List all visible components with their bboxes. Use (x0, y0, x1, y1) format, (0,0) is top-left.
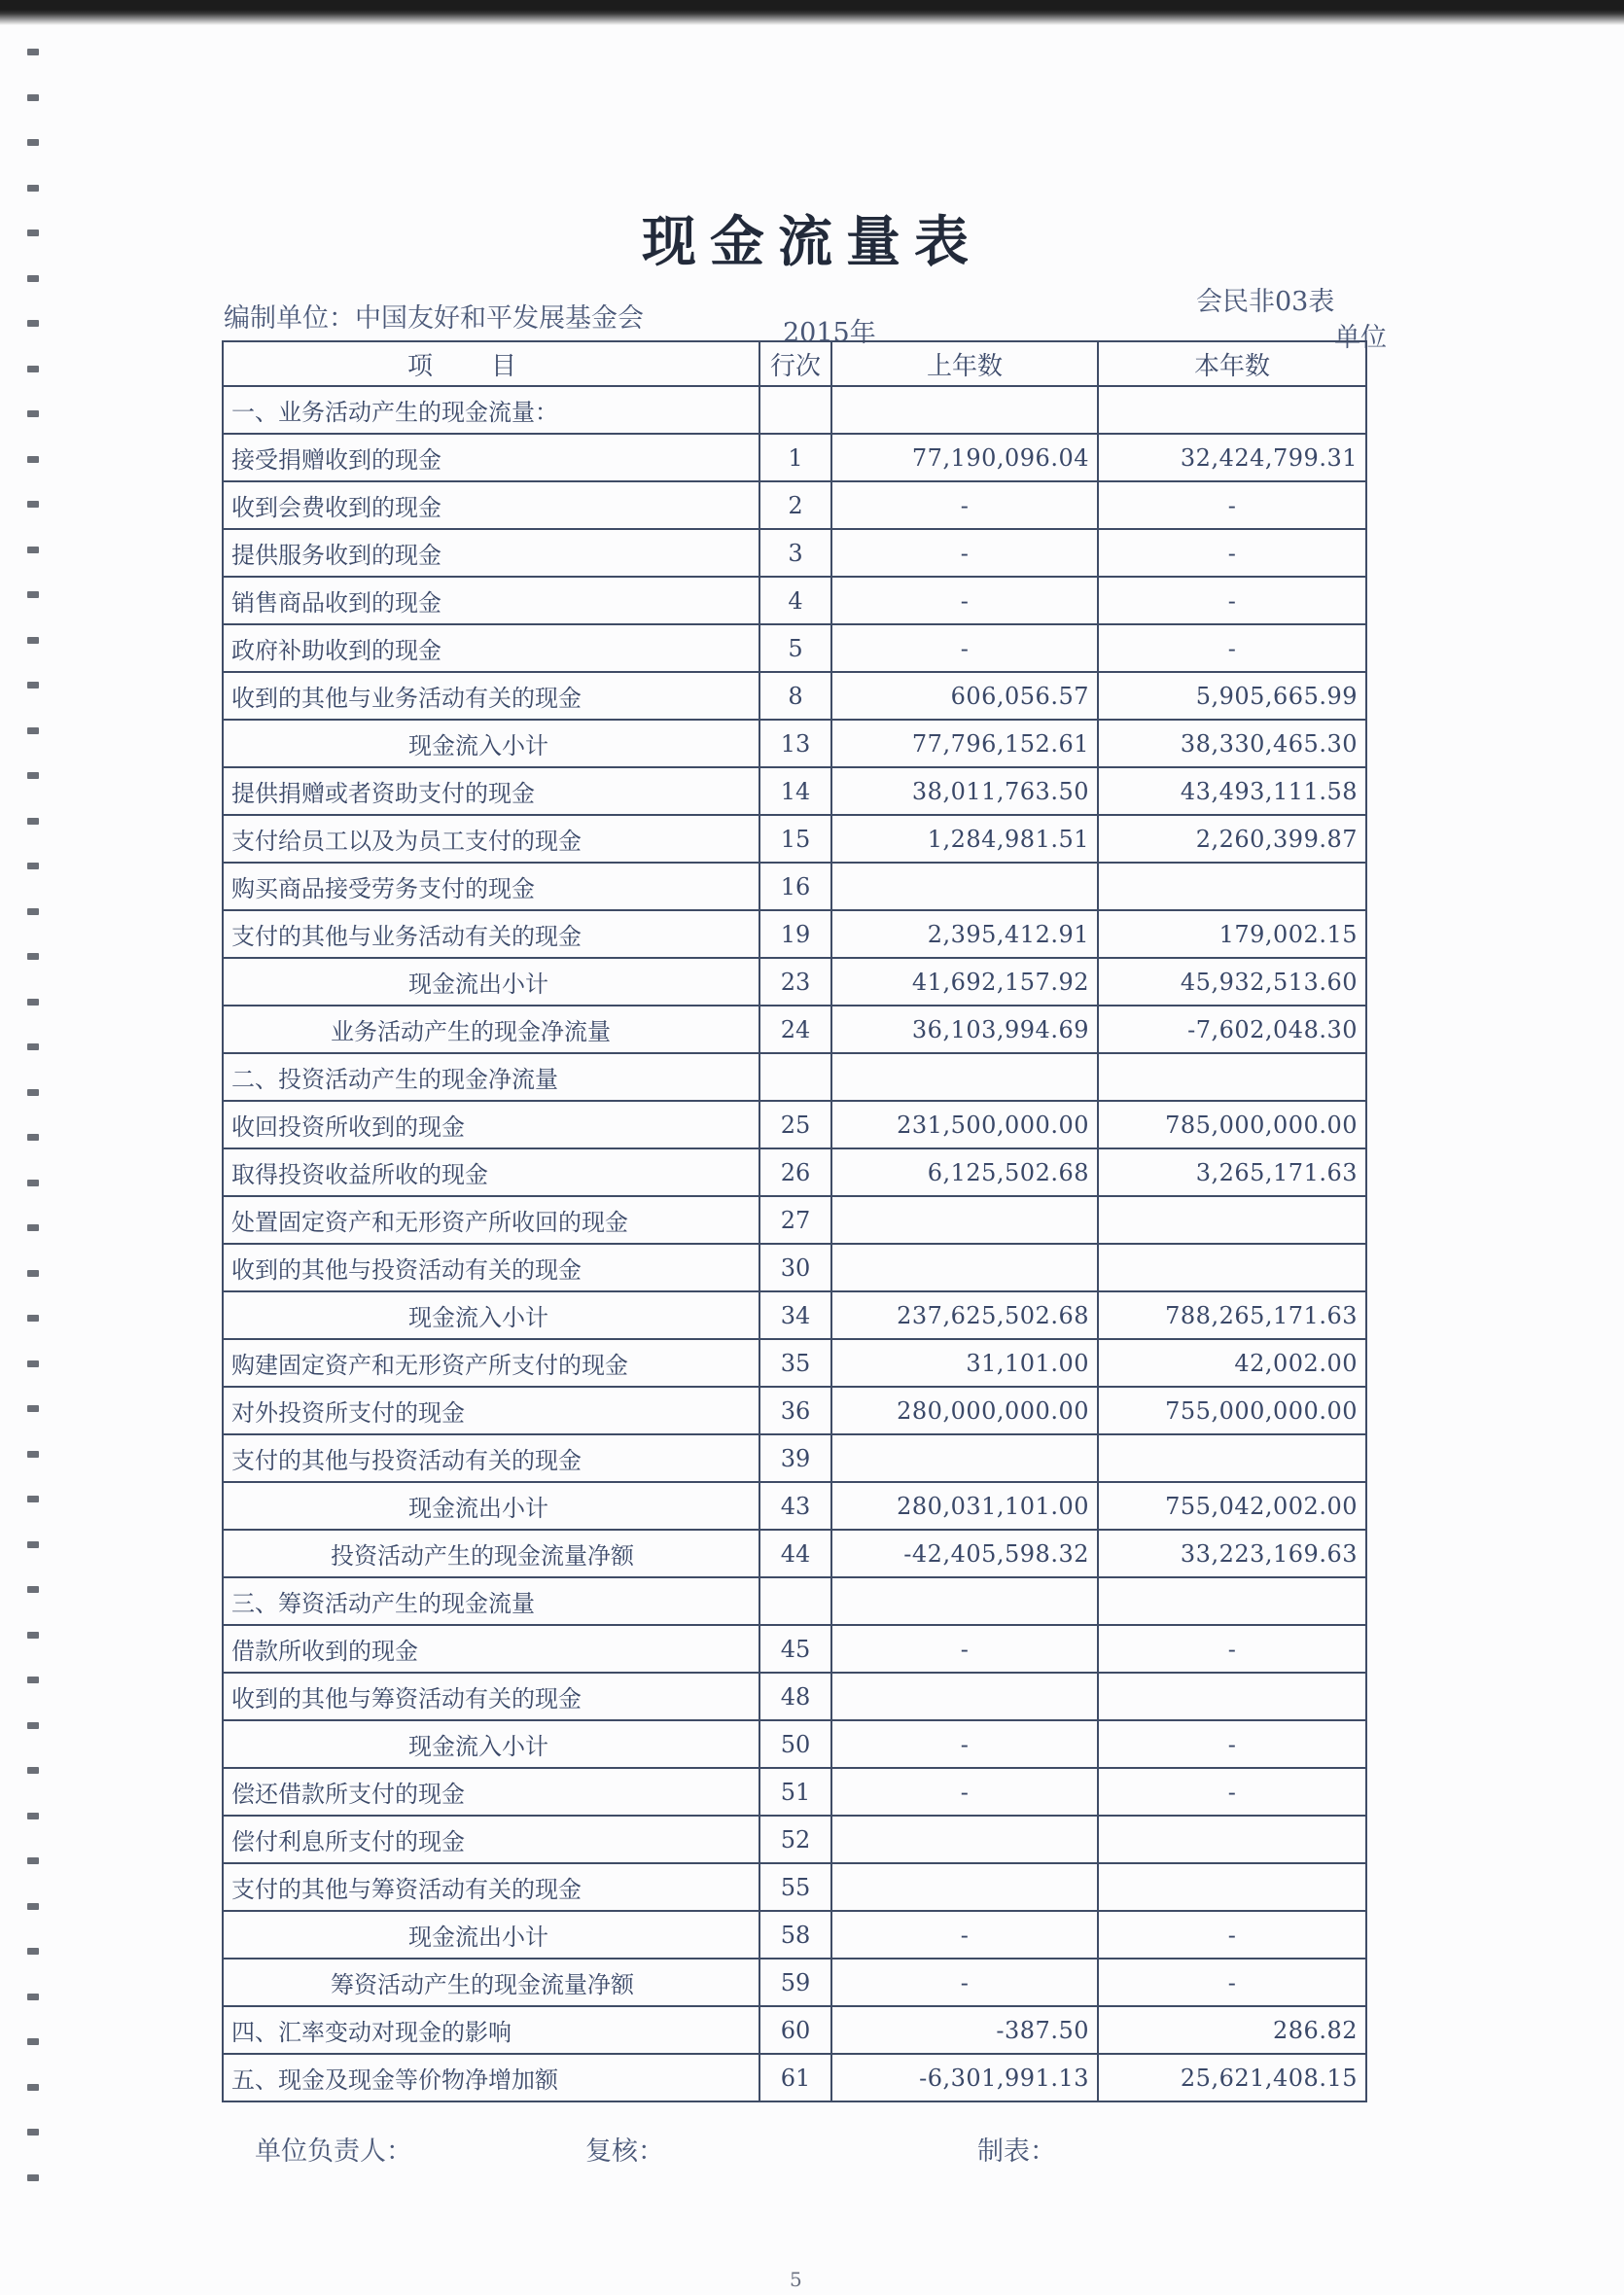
row-prev-year-value: - (831, 1625, 1098, 1673)
row-line-number (759, 1577, 831, 1625)
row-prev-year-value: - (831, 1959, 1098, 2006)
row-item-label: 现金流出小计 (223, 1482, 759, 1530)
binding-hole (27, 727, 39, 734)
preparer-label: 制表： (977, 2136, 1056, 2167)
table-header-row (223, 341, 1366, 386)
table-row (223, 863, 1366, 910)
row-line-number: 2 (759, 481, 831, 529)
row-line-number: 8 (759, 672, 831, 720)
binding-hole (27, 908, 39, 915)
table-row (223, 1101, 1366, 1148)
row-prev-year-value: 231,500,000.00 (831, 1101, 1098, 1148)
table-row (223, 1577, 1366, 1625)
row-line-number: 61 (759, 2054, 831, 2101)
row-line-number: 30 (759, 1244, 831, 1291)
binding-hole (27, 953, 39, 960)
row-line-number: 27 (759, 1196, 831, 1244)
row-prev-year-value: 606,056.57 (831, 672, 1098, 720)
row-prev-year-value: -387.50 (831, 2006, 1098, 2054)
row-item-label: 现金流出小计 (223, 1911, 759, 1959)
row-item-label: 收到的其他与投资活动有关的现金 (223, 1244, 759, 1291)
binding-hole (27, 410, 39, 417)
binding-hole (27, 2084, 39, 2091)
binding-hole (27, 637, 39, 644)
table-row (223, 1148, 1366, 1196)
row-item-label: 购建固定资产和无形资产所支付的现金 (223, 1339, 759, 1387)
table-row (223, 1625, 1366, 1673)
row-curr-year-value (1098, 1196, 1366, 1244)
binding-hole (27, 682, 39, 688)
binding-hole (27, 1677, 39, 1683)
table-row (223, 1482, 1366, 1530)
row-prev-year-value: - (831, 1911, 1098, 1959)
scan-edge (0, 0, 1624, 25)
row-item-label: 现金流入小计 (223, 1291, 759, 1339)
row-item-label: 支付给员工以及为员工支付的现金 (223, 815, 759, 863)
row-curr-year-value: 33,223,169.63 (1098, 1530, 1366, 1577)
binding-hole (27, 366, 39, 372)
binding-hole (27, 456, 39, 463)
row-curr-year-value: 788,265,171.63 (1098, 1291, 1366, 1339)
row-line-number: 44 (759, 1530, 831, 1577)
row-curr-year-value: 5,905,665.99 (1098, 672, 1366, 720)
row-item-label: 现金流入小计 (223, 720, 759, 767)
row-prev-year-value: 36,103,994.69 (831, 1006, 1098, 1053)
row-curr-year-value (1098, 1577, 1366, 1625)
table-row (223, 2054, 1366, 2101)
table-row (223, 1530, 1366, 1577)
table-row (223, 1434, 1366, 1482)
binding-hole (27, 1043, 39, 1050)
table-row (223, 1768, 1366, 1816)
table-row (223, 2006, 1366, 2054)
binding-hole (27, 818, 39, 825)
binding-hole (27, 1541, 39, 1548)
row-curr-year-value: 785,000,000.00 (1098, 1101, 1366, 1148)
row-line-number (759, 386, 831, 434)
table-row (223, 1911, 1366, 1959)
row-item-label: 投资活动产生的现金流量净额 (223, 1530, 759, 1577)
row-line-number: 3 (759, 529, 831, 577)
row-prev-year-value: 77,796,152.61 (831, 720, 1098, 767)
binding-hole (27, 772, 39, 779)
table-row (223, 1816, 1366, 1863)
row-line-number: 25 (759, 1101, 831, 1148)
row-prev-year-value (831, 863, 1098, 910)
row-item-label: 一、业务活动产生的现金流量： (223, 386, 759, 434)
binding-hole (27, 320, 39, 327)
row-line-number: 34 (759, 1291, 831, 1339)
binding-hole (27, 1405, 39, 1412)
table-row (223, 910, 1366, 958)
header-prev-year: 上年数 (831, 341, 1098, 386)
row-line-number: 43 (759, 1482, 831, 1530)
binding-hole (27, 1451, 39, 1458)
row-item-label: 收回投资所收到的现金 (223, 1101, 759, 1148)
row-curr-year-value: 43,493,111.58 (1098, 767, 1366, 815)
row-curr-year-value: 42,002.00 (1098, 1339, 1366, 1387)
row-line-number: 50 (759, 1720, 831, 1768)
binding-hole (27, 2174, 39, 2181)
row-prev-year-value: -42,405,598.32 (831, 1530, 1098, 1577)
table-row (223, 672, 1366, 720)
row-line-number: 14 (759, 767, 831, 815)
row-line-number: 51 (759, 1768, 831, 1816)
binding-hole (27, 1496, 39, 1502)
row-prev-year-value: - (831, 529, 1098, 577)
binding-holes (27, 49, 43, 2266)
table-row (223, 1339, 1366, 1387)
table-row (223, 1673, 1366, 1720)
row-curr-year-value: 755,000,000.00 (1098, 1387, 1366, 1434)
table-row (223, 958, 1366, 1006)
row-curr-year-value: 2,260,399.87 (1098, 815, 1366, 863)
row-prev-year-value: 38,011,763.50 (831, 767, 1098, 815)
row-line-number: 58 (759, 1911, 831, 1959)
row-curr-year-value: - (1098, 481, 1366, 529)
row-prev-year-value: 41,692,157.92 (831, 958, 1098, 1006)
row-prev-year-value (831, 1816, 1098, 1863)
binding-hole (27, 1948, 39, 1955)
unit-label: 单位 (1334, 323, 1387, 353)
row-prev-year-value (831, 1673, 1098, 1720)
row-curr-year-value: 3,265,171.63 (1098, 1148, 1366, 1196)
row-line-number: 52 (759, 1816, 831, 1863)
row-prev-year-value: 237,625,502.68 (831, 1291, 1098, 1339)
row-item-label: 偿还借款所支付的现金 (223, 1768, 759, 1816)
binding-hole (27, 1270, 39, 1277)
binding-hole (27, 863, 39, 869)
table-row (223, 434, 1366, 481)
row-line-number: 55 (759, 1863, 831, 1911)
row-item-label: 接受捐赠收到的现金 (223, 434, 759, 481)
row-curr-year-value: - (1098, 577, 1366, 624)
row-line-number: 4 (759, 577, 831, 624)
binding-hole (27, 1857, 39, 1864)
row-prev-year-value (831, 1434, 1098, 1482)
row-prev-year-value: - (831, 481, 1098, 529)
report-year: 2015年 (783, 318, 876, 348)
row-item-label: 政府补助收到的现金 (223, 624, 759, 672)
row-item-label: 五、现金及现金等价物净增加额 (223, 2054, 759, 2101)
row-curr-year-value: 179,002.15 (1098, 910, 1366, 958)
row-item-label: 支付的其他与筹资活动有关的现金 (223, 1863, 759, 1911)
organization-label: 编制单位：中国友好和平发展基金会 (224, 303, 644, 334)
row-prev-year-value: 1,284,981.51 (831, 815, 1098, 863)
row-line-number: 15 (759, 815, 831, 863)
binding-hole (27, 1586, 39, 1593)
binding-hole (27, 547, 39, 553)
row-prev-year-value (831, 1053, 1098, 1101)
table-row (223, 1720, 1366, 1768)
row-curr-year-value: 45,932,513.60 (1098, 958, 1366, 1006)
row-item-label: 支付的其他与投资活动有关的现金 (223, 1434, 759, 1482)
table-row (223, 767, 1366, 815)
table-row (223, 386, 1366, 434)
binding-hole (27, 49, 39, 55)
row-line-number: 59 (759, 1959, 831, 2006)
binding-hole (27, 1315, 39, 1322)
row-item-label: 收到的其他与业务活动有关的现金 (223, 672, 759, 720)
row-item-label: 提供捐赠或者资助支付的现金 (223, 767, 759, 815)
row-curr-year-value: 755,042,002.00 (1098, 1482, 1366, 1530)
binding-hole (27, 999, 39, 1006)
row-line-number (759, 1053, 831, 1101)
header-item: 项目 (223, 341, 759, 386)
row-line-number: 60 (759, 2006, 831, 2054)
row-item-label: 现金流入小计 (223, 1720, 759, 1768)
row-curr-year-value (1098, 1816, 1366, 1863)
table-row (223, 1053, 1366, 1101)
binding-hole (27, 2129, 39, 2136)
table-row (223, 1387, 1366, 1434)
table-row (223, 1959, 1366, 2006)
row-item-label: 处置固定资产和无形资产所收回的现金 (223, 1196, 759, 1244)
row-curr-year-value: 25,621,408.15 (1098, 2054, 1366, 2101)
row-prev-year-value: - (831, 1720, 1098, 1768)
binding-hole (27, 501, 39, 508)
row-prev-year-value: -6,301,991.13 (831, 2054, 1098, 2101)
table-row (223, 720, 1366, 767)
binding-hole (27, 1813, 39, 1819)
row-line-number: 19 (759, 910, 831, 958)
row-curr-year-value: 286.82 (1098, 2006, 1366, 2054)
cash-flow-table (222, 340, 1367, 2102)
row-item-label: 二、投资活动产生的现金净流量 (223, 1053, 759, 1101)
row-curr-year-value: -7,602,048.30 (1098, 1006, 1366, 1053)
row-curr-year-value (1098, 386, 1366, 434)
binding-hole (27, 1134, 39, 1141)
row-line-number: 36 (759, 1387, 831, 1434)
row-item-label: 支付的其他与业务活动有关的现金 (223, 910, 759, 958)
row-prev-year-value (831, 1196, 1098, 1244)
row-item-label: 业务活动产生的现金净流量 (223, 1006, 759, 1053)
row-prev-year-value (831, 1244, 1098, 1291)
reviewer-label: 复核： (585, 2136, 664, 2167)
row-curr-year-value: - (1098, 1959, 1366, 2006)
table-row (223, 624, 1366, 672)
row-line-number: 48 (759, 1673, 831, 1720)
row-line-number: 5 (759, 624, 831, 672)
row-prev-year-value: 2,395,412.91 (831, 910, 1098, 958)
row-item-label: 偿付利息所支付的现金 (223, 1816, 759, 1863)
row-line-number: 23 (759, 958, 831, 1006)
row-item-label: 四、汇率变动对现金的影响 (223, 2006, 759, 2054)
row-curr-year-value (1098, 1673, 1366, 1720)
row-item-label: 取得投资收益所收的现金 (223, 1148, 759, 1196)
row-item-label: 收到会费收到的现金 (223, 481, 759, 529)
table-row (223, 1244, 1366, 1291)
table-row (223, 1196, 1366, 1244)
binding-hole (27, 1994, 39, 2000)
table-row (223, 1863, 1366, 1911)
form-code: 会民非03表 (1196, 287, 1335, 317)
row-item-label: 购买商品接受劳务支付的现金 (223, 863, 759, 910)
row-curr-year-value: - (1098, 624, 1366, 672)
row-curr-year-value: - (1098, 1720, 1366, 1768)
header-curr-year: 本年数 (1098, 341, 1366, 386)
binding-hole (27, 1632, 39, 1639)
table-row (223, 815, 1366, 863)
row-curr-year-value: 38,330,465.30 (1098, 720, 1366, 767)
row-item-label: 借款所收到的现金 (223, 1625, 759, 1673)
table-row (223, 577, 1366, 624)
table-body (223, 386, 1366, 2101)
row-item-label: 筹资活动产生的现金流量净额 (223, 1959, 759, 2006)
row-prev-year-value (831, 1863, 1098, 1911)
row-line-number: 16 (759, 863, 831, 910)
unit-head-label: 单位负责人： (255, 2136, 412, 2167)
header-line: 行次 (759, 341, 831, 386)
row-line-number: 13 (759, 720, 831, 767)
row-line-number: 26 (759, 1148, 831, 1196)
table-row (223, 1291, 1366, 1339)
binding-hole (27, 591, 39, 598)
row-prev-year-value (831, 1577, 1098, 1625)
row-prev-year-value: 6,125,502.68 (831, 1148, 1098, 1196)
row-prev-year-value: 31,101.00 (831, 1339, 1098, 1387)
row-prev-year-value: 280,000,000.00 (831, 1387, 1098, 1434)
binding-hole (27, 2038, 39, 2045)
row-curr-year-value: - (1098, 1625, 1366, 1673)
binding-hole (27, 1722, 39, 1729)
row-prev-year-value: - (831, 1768, 1098, 1816)
row-curr-year-value: - (1098, 1768, 1366, 1816)
row-line-number: 35 (759, 1339, 831, 1387)
binding-hole (27, 94, 39, 101)
page-number: 5 (790, 2268, 802, 2291)
row-curr-year-value: - (1098, 1911, 1366, 1959)
row-line-number: 24 (759, 1006, 831, 1053)
row-item-label: 三、筹资活动产生的现金流量 (223, 1577, 759, 1625)
row-item-label: 对外投资所支付的现金 (223, 1387, 759, 1434)
row-line-number: 45 (759, 1625, 831, 1673)
row-prev-year-value: - (831, 577, 1098, 624)
page-title: 现金流量表 (642, 210, 982, 274)
row-curr-year-value (1098, 863, 1366, 910)
table-row (223, 1006, 1366, 1053)
row-curr-year-value: 32,424,799.31 (1098, 434, 1366, 481)
row-prev-year-value: 77,190,096.04 (831, 434, 1098, 481)
binding-hole (27, 1180, 39, 1186)
binding-hole (27, 1360, 39, 1367)
binding-hole (27, 1767, 39, 1774)
table-row (223, 481, 1366, 529)
row-curr-year-value (1098, 1244, 1366, 1291)
row-item-label: 提供服务收到的现金 (223, 529, 759, 577)
row-item-label: 销售商品收到的现金 (223, 577, 759, 624)
row-prev-year-value: - (831, 624, 1098, 672)
row-prev-year-value (831, 386, 1098, 434)
row-item-label: 现金流出小计 (223, 958, 759, 1006)
binding-hole (27, 1089, 39, 1096)
row-line-number: 39 (759, 1434, 831, 1482)
binding-hole (27, 1224, 39, 1231)
row-item-label: 收到的其他与筹资活动有关的现金 (223, 1673, 759, 1720)
row-line-number: 1 (759, 434, 831, 481)
binding-hole (27, 139, 39, 146)
binding-hole (27, 1903, 39, 1910)
row-curr-year-value (1098, 1434, 1366, 1482)
binding-hole (27, 185, 39, 192)
table-row (223, 529, 1366, 577)
row-prev-year-value: 280,031,101.00 (831, 1482, 1098, 1530)
row-curr-year-value: - (1098, 529, 1366, 577)
row-curr-year-value (1098, 1053, 1366, 1101)
row-curr-year-value (1098, 1863, 1366, 1911)
